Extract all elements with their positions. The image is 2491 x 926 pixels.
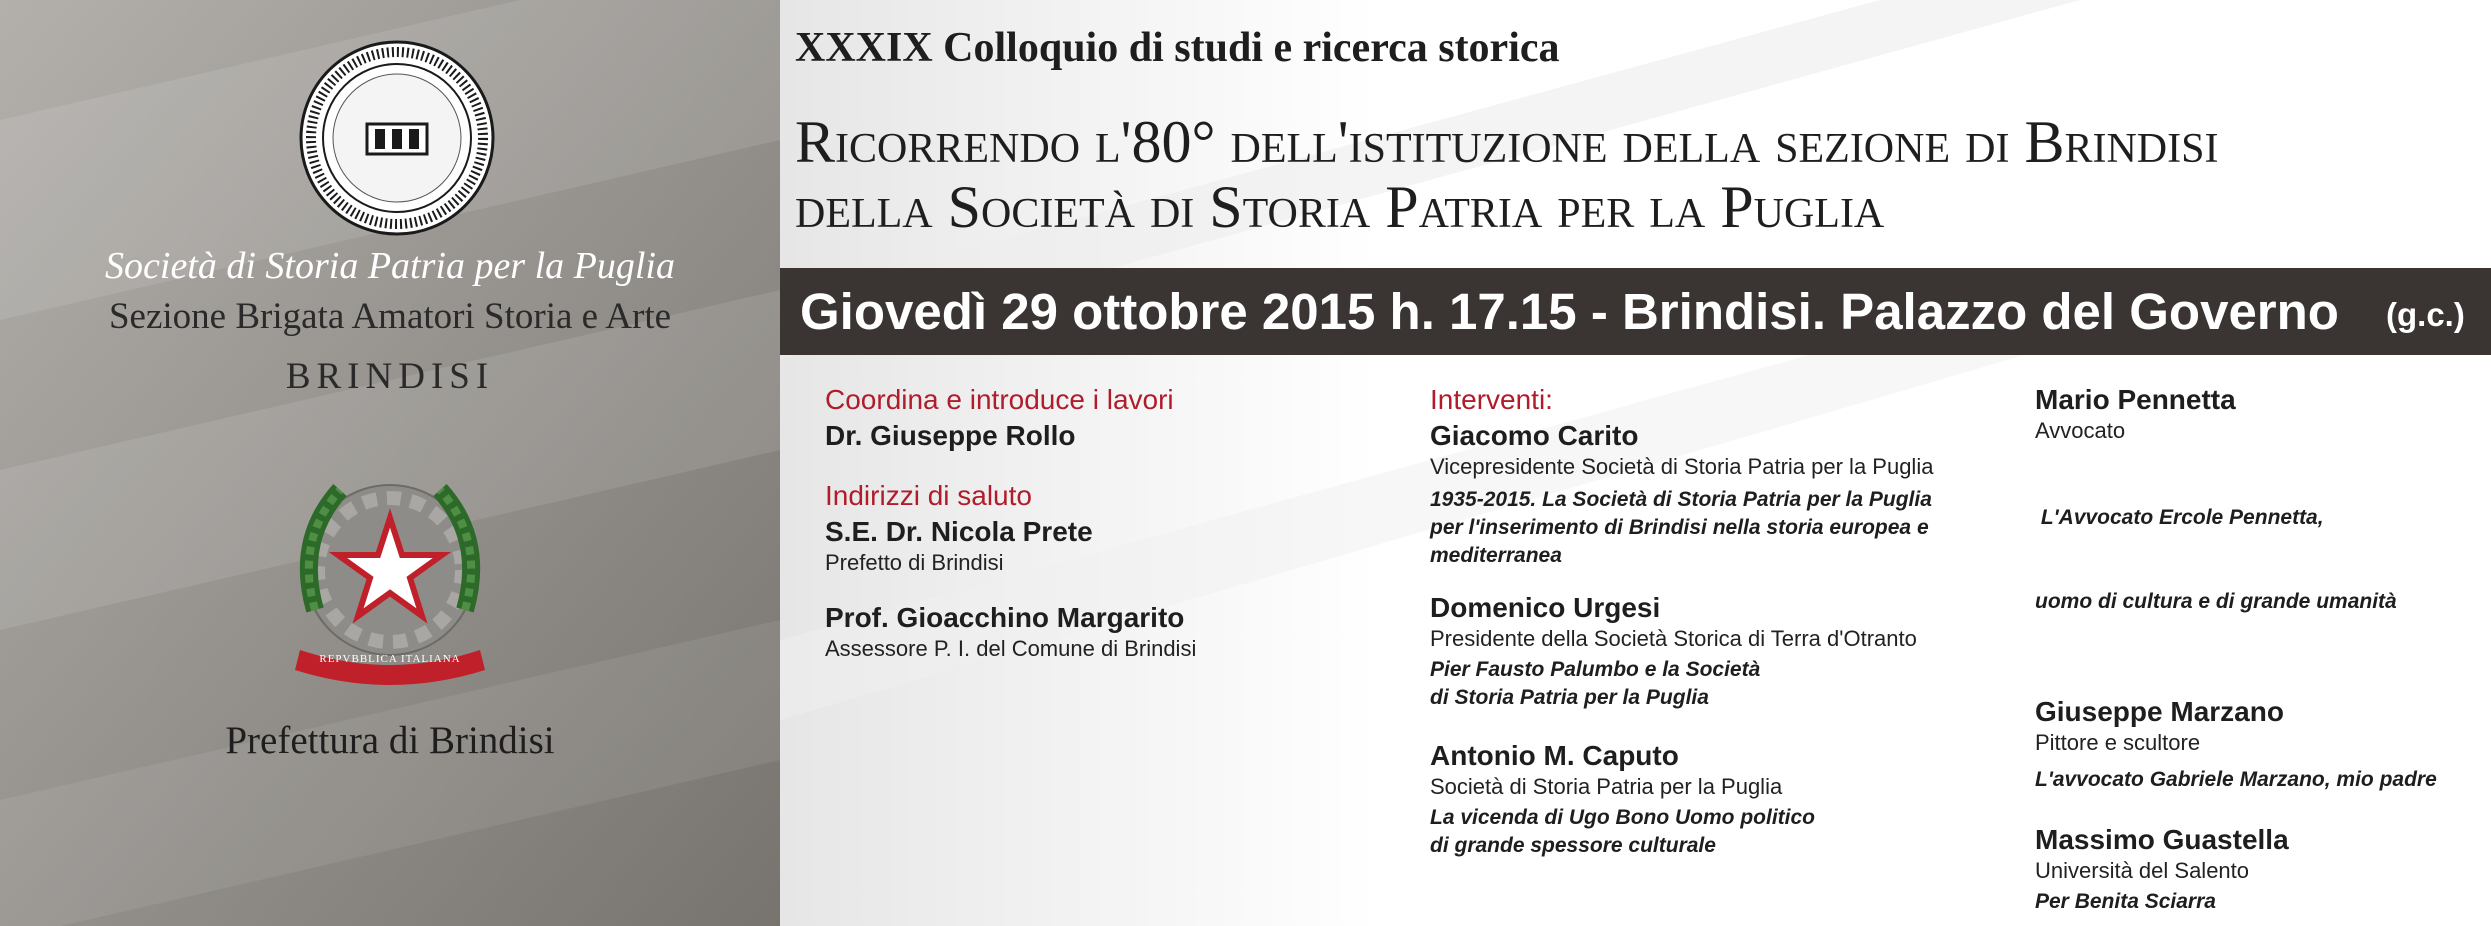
- speaker-name: Giacomo Carito: [1430, 420, 1639, 451]
- speaker-talk: [2035, 888, 2475, 916]
- title-line-2: della Società di Storia Patria per la Puglia: [795, 174, 1885, 240]
- column-interventi: [1430, 384, 2000, 860]
- right-panel: [780, 0, 2491, 926]
- speaker-talk: [1430, 804, 2000, 860]
- speaker-talk: [1430, 656, 2000, 712]
- banner-date-place: Giovedì 29 ottobre 2015 h. 17.15 - Brindisi. Palazzo del Governo: [800, 283, 2339, 340]
- talk-line: Per Benita Sciarra: [2035, 890, 2216, 913]
- speaker-role: Vicepresidente Società di Storia Patria per la Puglia: [1430, 454, 1934, 479]
- talk-line: per l'inserimento di Brindisi nella storia europea e: [1430, 516, 1929, 539]
- speaker-block: [1430, 740, 2000, 860]
- prefecture-name: Prefettura di Brindisi: [225, 719, 555, 762]
- saluto1-name: S.E. Dr. Nicola Prete: [825, 516, 1093, 547]
- society-name: Società di Storia Patria per la Puglia: [105, 245, 675, 287]
- talk-line: La vicenda di Ugo Bono Uomo politico: [1430, 806, 1816, 829]
- speaker-block: [2035, 696, 2475, 794]
- talk-line: mediterranea: [1430, 544, 1562, 567]
- speaker-talk: [2035, 766, 2475, 794]
- speaker-role: Presidente della Società Storica di Terra d'Otranto: [1430, 626, 1917, 651]
- saluto2-name: Prof. Gioacchino Margarito: [825, 602, 1185, 633]
- speaker-block: [1430, 420, 2000, 570]
- speaker-block: [1430, 592, 2000, 712]
- speaker-role: Avvocato: [2035, 418, 2126, 443]
- column-coordination: [825, 384, 1425, 662]
- speaker-role: Pittore e scultore: [2035, 730, 2201, 755]
- talk-line: uomo di cultura e di grande umanità: [2035, 590, 2397, 613]
- speaker-block: [2035, 824, 2475, 916]
- italian-republic-emblem: [280, 460, 500, 700]
- banner-suffix: (g.c.): [2386, 296, 2465, 333]
- coordina-name: Dr. Giuseppe Rollo: [825, 420, 1076, 451]
- section-name: Sezione Brigata Amatori Storia e Arte: [108, 296, 672, 337]
- speaker-name: Giuseppe Marzano: [2035, 696, 2284, 727]
- speaker-name: Antonio M. Caputo: [1430, 740, 1679, 771]
- coordina-label: Coordina e introduce i lavori: [825, 384, 1174, 415]
- speaker-name: Domenico Urgesi: [1430, 592, 1661, 623]
- edition-line: XXXIX Colloquio di studi e ricerca storica: [795, 25, 1560, 71]
- talk-line: L'avvocato Gabriele Marzano, mio padre: [2035, 768, 2437, 791]
- talk-line: Pier Fausto Palumbo e la Società: [1430, 658, 1761, 681]
- saluto-label: Indirizzi di saluto: [825, 480, 1032, 511]
- talk-line: 1935-2015. La Società di Storia Patria per la Puglia: [1430, 488, 1932, 511]
- speaker-block: [2035, 384, 2475, 672]
- emblem-ribbon-text: REPVBBLICA ITALIANA: [319, 653, 461, 665]
- speaker-name: Mario Pennetta: [2035, 384, 2236, 415]
- saluto2-role: Assessore P. I. del Comune di Brindisi: [825, 636, 1197, 661]
- speaker-talk: [1430, 486, 2000, 570]
- speaker-role: Università del Salento: [2035, 858, 2250, 883]
- speaker-talk: [2035, 448, 2475, 672]
- date-banner: [780, 268, 2491, 355]
- speaker-role: Società di Storia Patria per la Puglia: [1430, 774, 1783, 799]
- saluto1-role: Prefetto di Brindisi: [825, 550, 1004, 575]
- talk-line: di Storia Patria per la Puglia: [1430, 686, 1709, 709]
- talk-line: di grande spessore culturale: [1430, 834, 1716, 857]
- speaker-name: Massimo Guastella: [2035, 824, 2289, 855]
- column-speakers-2: [2035, 384, 2475, 916]
- society-seal-logo: [297, 38, 497, 238]
- interventi-label: Interventi:: [1430, 384, 1553, 415]
- title-line-1: Ricorrendo l'80° dell'istituzione della sezione di Brindisi: [795, 109, 2219, 175]
- left-panel: [0, 0, 780, 926]
- city-name: BRINDISI: [285, 356, 495, 397]
- talk-line: L'Avvocato Ercole Pennetta,: [2035, 506, 2324, 529]
